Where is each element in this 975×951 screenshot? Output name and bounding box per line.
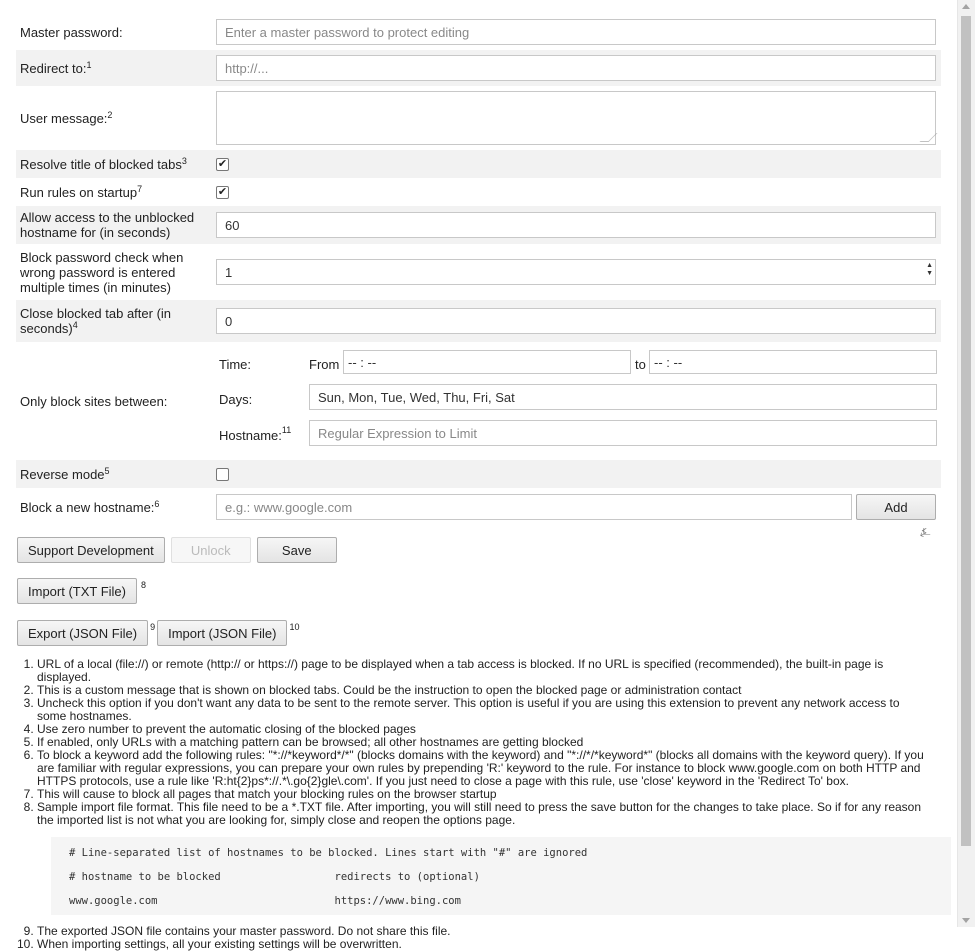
days-input[interactable]: Sun, Mon, Tue, Wed, Thu, Fri, Sat xyxy=(309,384,937,410)
resolve-title-label: Resolve title of blocked tabs$^3$ xyxy=(20,155,187,172)
close-blocked-input[interactable]: 0 xyxy=(216,308,936,334)
block-password-label: Block password check when wrong password is entered multiple times (in minutes) xyxy=(20,249,184,295)
block-password-input[interactable]: 1 xyxy=(216,259,936,285)
to-label: to xyxy=(635,357,646,372)
import-json-button[interactable]: Import (JSON File) xyxy=(157,620,287,646)
export-json-footnote: 9 xyxy=(150,622,156,632)
json-buttons xyxy=(17,620,299,646)
scroll-down-icon[interactable] xyxy=(962,918,970,923)
master-password-label: Master password: xyxy=(20,24,123,40)
reverse-mode-checkbox[interactable] xyxy=(216,468,229,481)
scroll-up-icon[interactable] xyxy=(962,4,970,9)
note-5: 5. If enabled, only URLs with a matching pattern can be browsed; all other hostnames are getting blocked xyxy=(37,736,926,749)
hostname-regex-input[interactable]: Regular Expression to Limit xyxy=(309,420,937,446)
allow-access-label: Allow access to the unblocked hostname for (in seconds) xyxy=(20,210,195,240)
schedule-label: Only block sites between: xyxy=(20,393,168,409)
allow-access-input[interactable]: 60 xyxy=(216,212,936,238)
import-txt-group xyxy=(17,578,146,604)
from-label: From xyxy=(309,357,340,372)
note-4: 4. Use zero number to prevent the automatic closing of the blocked pages xyxy=(37,723,926,736)
support-development-button[interactable]: Support Development xyxy=(17,537,165,563)
time-from-input[interactable]: -- : -- xyxy=(343,350,631,374)
time-label: Time: xyxy=(219,357,252,372)
row-redirect xyxy=(16,50,941,86)
user-message-label: User message:$^2$ xyxy=(20,109,113,126)
time-to-input[interactable]: -- : -- xyxy=(649,350,937,374)
note-9: 9. The exported JSON file contains your master password. Do not share this file. xyxy=(37,925,926,938)
row-block-password xyxy=(16,244,941,300)
note-1: 1. URL of a local (file://) or remote (http:// or https://) page to be displayed when a tab access is blocked. If no URL is specified (recommended), the built-in page is displayed. xyxy=(37,658,926,684)
note-8: 8. Sample import file format. This file need to be a *.TXT file. After importing, you will still need to press the save button for the changes to take place. So if for any reason the imported list is not what you are looking for, simply close and reopen the options page. # Line-separated list of hostnames to be blocked. Lines start with "#" are ignored # hostname to be blocked redirects to (optional) www.google.com https://www.bing.com xyxy=(37,801,926,915)
import-txt-button[interactable]: Import (TXT File) xyxy=(17,578,137,604)
resolve-title-checkbox[interactable]: ✔ xyxy=(217,157,228,170)
days-label: Days: xyxy=(219,392,253,407)
master-password-input[interactable]: Enter a master password to protect editing xyxy=(216,19,936,45)
reverse-mode-label: Reverse mode$^5$ xyxy=(20,465,110,482)
row-user-message xyxy=(16,86,941,150)
row-close-blocked xyxy=(16,300,941,342)
resize-grip-icon: ⍼ xyxy=(920,525,931,539)
block-new-label: Block a new hostname:$^6$ xyxy=(20,498,160,515)
note-6: 6. To block a keyword add the following rules: "*://*keyword*/*" (blocks domains with the keyword) and "*://*/*keyword*" (blocks all domains with the keyword query). If you are familiar with regular expressions, you can prepare your own rules by prepending 'R:' keyword to the rule. For instance to block www.google.com on both HTTP and HTTPS protocols, use a rule like 'R:ht{2}ps*://.*\.go{2}gle\.com'. If you just need to close a page with this rule, use 'close' keyword in the 'Redirect To' box. xyxy=(37,749,926,788)
note-3: 3. Uncheck this option if you don't want any data to be sent to the remote server. This option is useful if you are using this extension to prevent any network access to some hostnames. xyxy=(37,697,926,723)
action-buttons xyxy=(17,537,337,563)
sample-code-block xyxy=(51,837,951,915)
block-hostname-input[interactable]: e.g.: www.google.com xyxy=(216,494,852,520)
note-2: 2. This is a custom message that is shown on blocked tabs. Could be the instruction to open the blocked page or administration contact xyxy=(37,684,926,697)
row-master-password xyxy=(16,14,941,50)
note-10: 10. When importing settings, all your existing settings will be overwritten. xyxy=(37,938,926,951)
user-message-textarea[interactable] xyxy=(216,91,936,145)
scrollbar-thumb[interactable] xyxy=(961,16,971,846)
import-json-footnote: 10 xyxy=(289,622,300,632)
row-run-startup xyxy=(16,178,941,206)
code-line: # hostname to be blocked redirects to (optional) xyxy=(69,871,480,883)
run-startup-checkbox[interactable]: ✔ xyxy=(217,185,228,198)
resize-grip-icon[interactable] xyxy=(920,133,938,142)
note-7: 7. This will cause to block all pages that match your blocking rules on the browser startup xyxy=(37,788,926,801)
add-button[interactable]: Add xyxy=(856,494,936,520)
code-line: # Line-separated list of hostnames to be blocked. Lines start with "#" are ignored xyxy=(69,847,588,859)
close-blocked-label: Close blocked tab after (in seconds)$^4$ xyxy=(20,306,172,336)
row-block-new xyxy=(16,488,941,526)
run-startup-label: Run rules on startup$^7$ xyxy=(20,183,143,200)
export-json-button[interactable]: Export (JSON File) xyxy=(17,620,148,646)
footnotes xyxy=(16,658,926,951)
code-line: www.google.com https://www.bing.com xyxy=(69,895,461,907)
redirect-input[interactable]: http://... xyxy=(216,55,936,81)
hostname-limit-label: Hostname:$^{11}$ xyxy=(219,425,292,443)
import-txt-footnote: 8 xyxy=(141,580,147,590)
redirect-label: Redirect to:$^1$ xyxy=(20,59,92,76)
save-button[interactable]: Save xyxy=(257,537,337,563)
row-schedule xyxy=(16,342,941,460)
stepper-arrows-icon[interactable]: ▲ ▼ xyxy=(926,262,933,277)
settings-form xyxy=(16,14,941,526)
row-resolve-title xyxy=(16,150,941,178)
row-allow-access xyxy=(16,206,941,244)
row-reverse-mode xyxy=(16,460,941,488)
unlock-button[interactable]: Unlock xyxy=(171,537,251,563)
vertical-scrollbar[interactable] xyxy=(957,0,975,927)
